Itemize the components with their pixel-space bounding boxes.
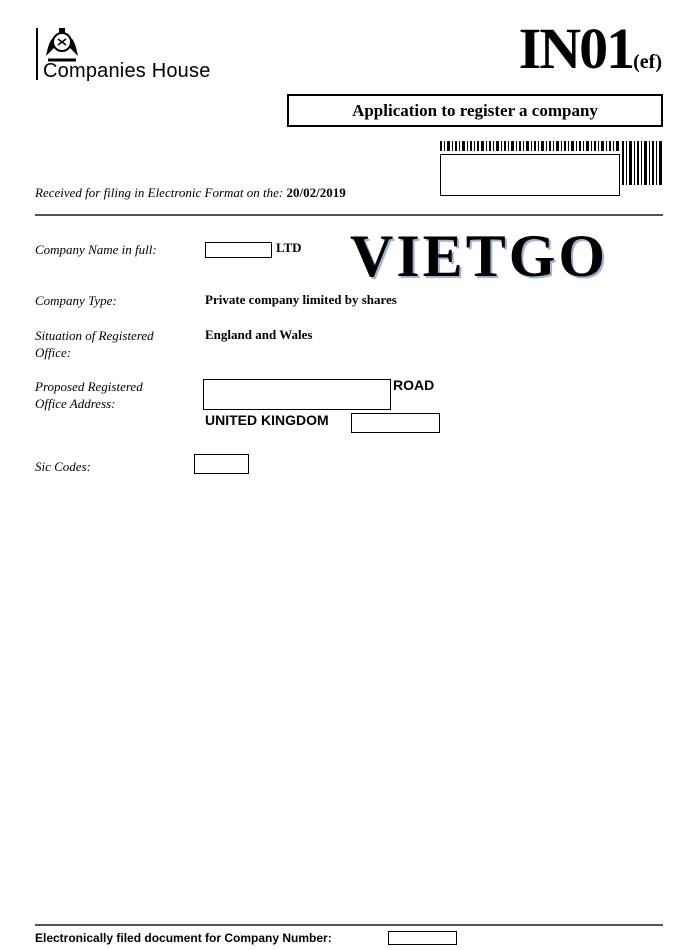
footer-divider (35, 924, 663, 926)
barcode-redaction-box (440, 154, 620, 196)
address-street-suffix: ROAD (393, 377, 435, 393)
address-label: Proposed Registered Office Address: (35, 379, 143, 411)
form-code-main: IN01 (518, 16, 634, 81)
form-title: Application to register a company (352, 100, 598, 120)
address-country: UNITED KINGDOM (205, 412, 329, 428)
received-line (35, 185, 346, 201)
companies-house-logo-text: Companies House (43, 60, 211, 82)
sic-codes-redaction (194, 454, 249, 474)
situation-value: England and Wales (205, 327, 313, 342)
company-type-label: Company Type: (35, 293, 117, 308)
form-title-box (287, 94, 663, 127)
postcode-redaction (351, 413, 440, 433)
vietgo-watermark: VIETGO (350, 223, 609, 289)
address-redaction (203, 379, 391, 410)
received-label: Received for filing in Electronic Format on the: (35, 185, 284, 200)
company-name-suffix: LTD (276, 240, 302, 255)
received-date: 20/02/2019 (286, 185, 346, 200)
sic-codes-label: Sic Codes: (35, 459, 91, 474)
footer-company-number-label: Electronically filed document for Company Number: (35, 931, 332, 945)
company-name-label: Company Name in full: (35, 242, 157, 257)
form-code-suffix: (ef) (633, 51, 662, 73)
company-number-redaction (388, 931, 457, 945)
company-type-value: Private company limited by shares (205, 292, 397, 307)
form-code (518, 16, 662, 81)
royal-crest-icon (40, 26, 84, 64)
logo-divider (36, 28, 38, 80)
header-divider (35, 214, 663, 216)
situation-label: Situation of Registered Office: (35, 328, 154, 360)
company-name-redaction (205, 242, 272, 258)
